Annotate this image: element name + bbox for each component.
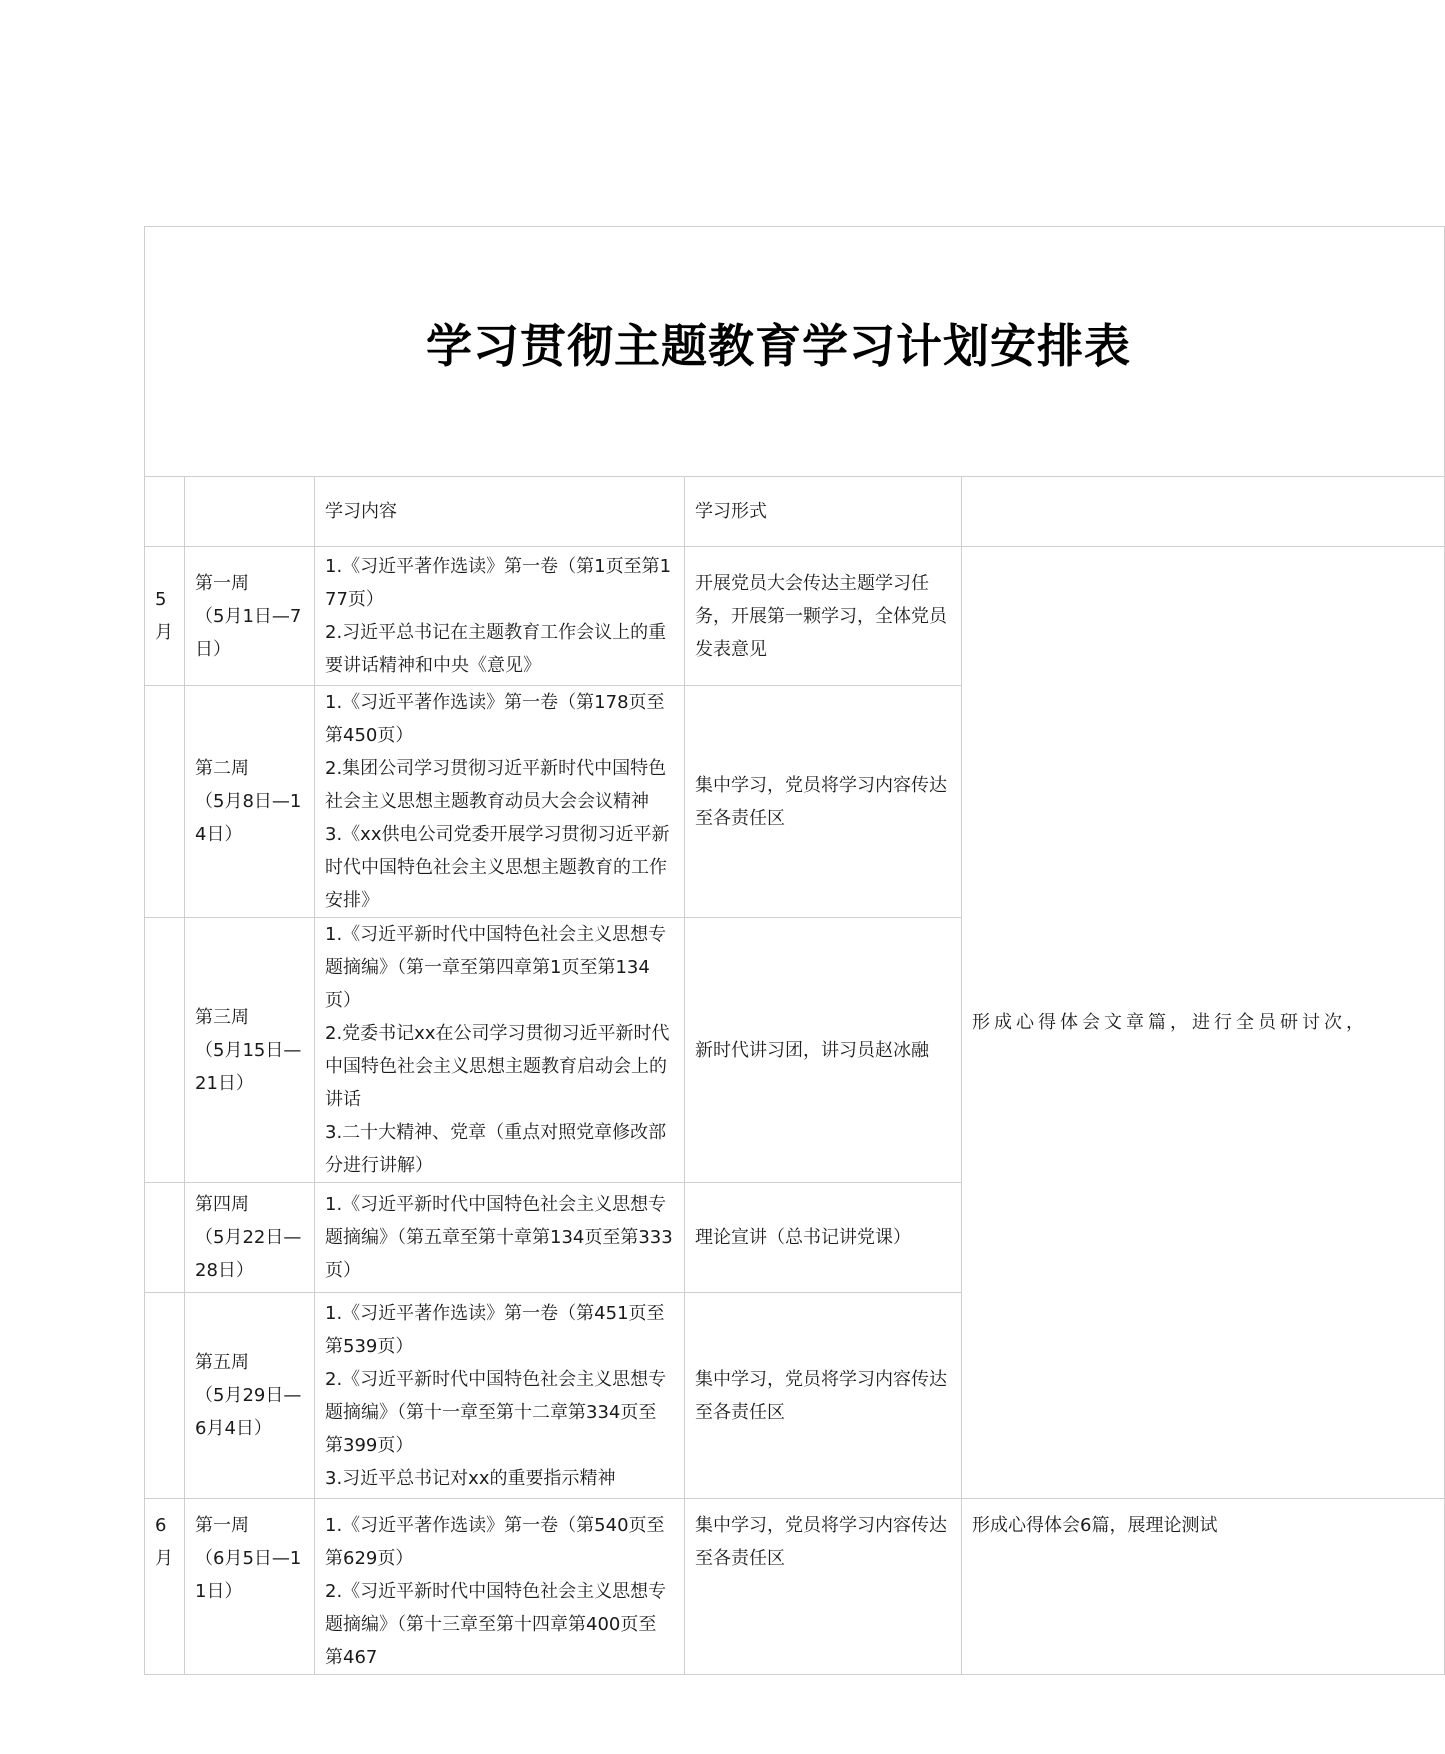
week-label: 第一周	[195, 1515, 249, 1536]
header-result	[962, 477, 1445, 547]
form-cell: 集中学习，党员将学习内容传达至各责任区	[685, 1499, 962, 1675]
month-cell	[145, 918, 185, 1183]
month-cell	[145, 1183, 185, 1293]
content-cell	[315, 686, 685, 918]
study-plan-table	[144, 226, 1445, 1675]
header-row	[145, 477, 1445, 547]
content-cell	[315, 1183, 685, 1293]
content-item: 1.《习近平著作选读》第一卷（第451页至第539页）	[325, 1302, 665, 1357]
header-content: 学习内容	[315, 477, 685, 547]
content-item: 2.习近平总书记在主题教育工作会议上的重要讲话精神和中央《意见》	[325, 622, 667, 676]
content-item: 1.《习近平著作选读》第一卷（第178页至第450页）	[325, 692, 665, 746]
content-cell	[315, 918, 685, 1183]
month-cell	[145, 1293, 185, 1499]
week-cell	[185, 686, 315, 918]
week-label: 第三周	[195, 1006, 249, 1028]
header-month	[145, 477, 185, 547]
content-cell	[315, 547, 685, 686]
month-cell: 5月	[145, 547, 185, 686]
table-row	[145, 1499, 1445, 1675]
content-item: 2.《习近平新时代中国特色社会主义思想专题摘编》（第十一章至第十二章第334页至第399页）	[325, 1368, 667, 1456]
week-dates: （6月5日—11日）	[195, 1548, 302, 1602]
week-cell	[185, 918, 315, 1183]
content-item: 1.《习近平著作选读》第一卷（第540页至第629页）	[325, 1515, 665, 1569]
content-item: 1.《习近平著作选读》第一卷（第1页至第177页）	[325, 556, 672, 610]
content-cell	[315, 1293, 685, 1499]
form-cell: 理论宣讲（总书记讲党课）	[685, 1183, 962, 1293]
table-row	[145, 547, 1445, 686]
content-cell	[315, 1499, 685, 1675]
month-cell: 6月	[145, 1499, 185, 1675]
content-item: 2.集团公司学习贯彻习近平新时代中国特色社会主义思想主题教育动员大会会议精神	[325, 758, 667, 812]
week-label: 第一周	[195, 572, 249, 594]
page-title: 学习贯彻主题教育学习计划安排表	[426, 319, 1132, 373]
form-cell: 集中学习，党员将学习内容传达至各责任区	[685, 1293, 962, 1499]
form-cell: 集中学习，党员将学习内容传达至各责任区	[685, 686, 962, 918]
title-row	[145, 227, 1445, 477]
week-dates: （5月1日—7日）	[195, 605, 302, 660]
header-form: 学习形式	[685, 477, 962, 547]
week-label: 第四周	[195, 1194, 249, 1215]
content-item: 2.党委书记xx在公司学习贯彻习近平新时代中国特色社会主义思想主题教育启动会上的讲话	[325, 1023, 670, 1110]
result-cell-june: 形成心得体会6篇，展理论测试	[962, 1499, 1445, 1675]
content-item: 2.《习近平新时代中国特色社会主义思想专题摘编》（第十三章至第十四章第400页至第467	[325, 1581, 667, 1668]
content-item: 1.《习近平新时代中国特色社会主义思想专题摘编》（第一章至第四章第1页至第134页）	[325, 924, 667, 1011]
week-label: 第五周	[195, 1352, 249, 1373]
week-dates: （5月22日—28日）	[195, 1227, 302, 1281]
header-week	[185, 477, 315, 547]
document-page	[144, 226, 1368, 1668]
form-cell: 开展党员大会传达主题学习任务，开展第一颗学习，全体党员发表意见	[685, 547, 962, 686]
form-cell: 新时代讲习团，讲习员赵冰融	[685, 918, 962, 1183]
week-label: 第二周	[195, 758, 249, 779]
content-item: 3.习近平总书记对xx的重要指示精神	[325, 1467, 616, 1489]
result-cell-may: 形成心得体会文章篇，进行全员研讨次，	[962, 547, 1445, 1499]
week-cell	[185, 1183, 315, 1293]
week-cell	[185, 547, 315, 686]
content-item: 1.《习近平新时代中国特色社会主义思想专题摘编》（第五章至第十章第134页至第333页）	[325, 1194, 673, 1281]
week-dates: （5月8日—14日）	[195, 791, 302, 845]
content-item: 3.二十大精神、党章（重点对照党章修改部分进行讲解）	[325, 1122, 667, 1176]
month-cell	[145, 686, 185, 918]
week-dates: （5月29日—6月4日）	[195, 1385, 302, 1439]
title-cell	[145, 227, 1445, 477]
week-cell	[185, 1293, 315, 1499]
week-cell	[185, 1499, 315, 1675]
week-dates: （5月15日—21日）	[195, 1039, 302, 1094]
content-item: 3.《xx供电公司党委开展学习贯彻习近平新时代中国特色社会主义思想主题教育的工作安排》	[325, 824, 670, 911]
